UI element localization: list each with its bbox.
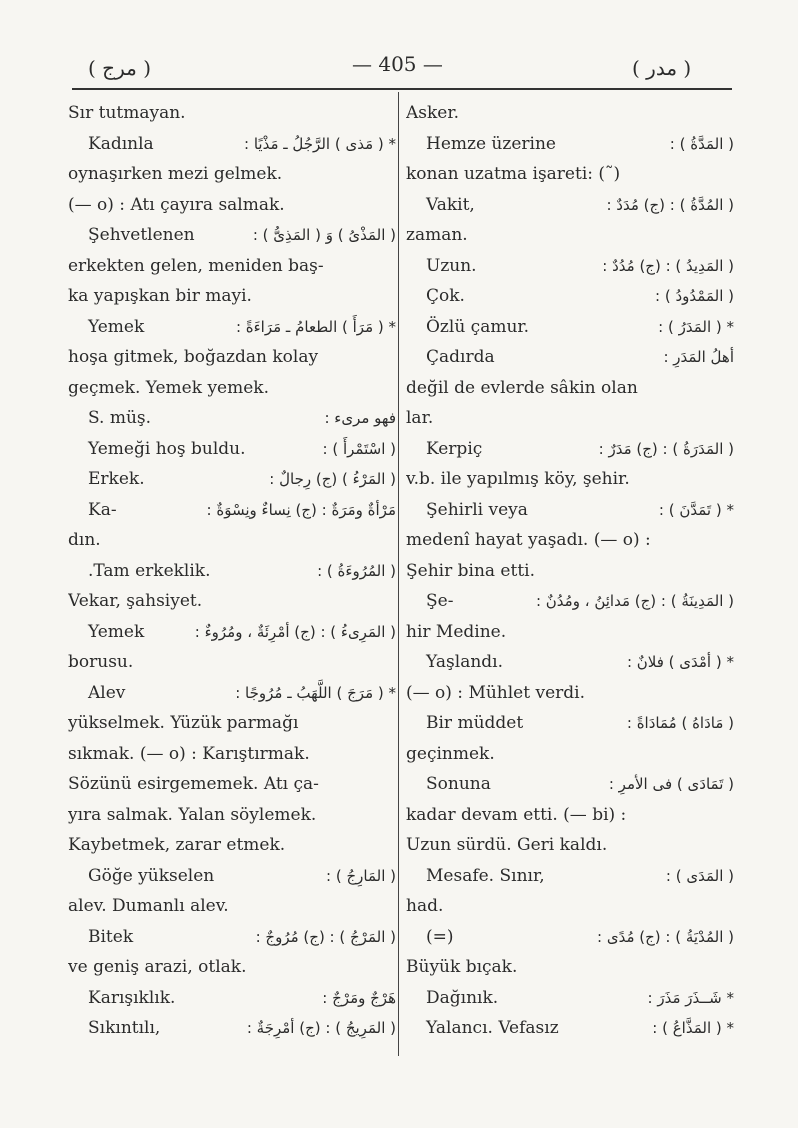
turkish-text: ka yapışkan bir mayi. — [68, 286, 252, 306]
page-header — [0, 44, 798, 84]
turkish-text: had. — [406, 896, 444, 916]
turkish-text: Hemze üzerine — [426, 133, 556, 154]
header-rule — [72, 88, 732, 90]
turkish-text: Vakit, — [426, 194, 475, 215]
turkish-text: oynaşırken mezi gelmek. — [68, 164, 283, 184]
dictionary-line — [406, 342, 734, 373]
dictionary-line — [68, 495, 396, 526]
arabic-headword: أهلُ المَدَرِ : — [663, 348, 734, 366]
arabic-headword: ( المَدَّةُ ) : — [669, 134, 734, 153]
dictionary-line — [68, 251, 396, 282]
dictionary-line — [406, 190, 734, 221]
header-left-keyword: ( مرج ) — [88, 56, 152, 80]
turkish-text: Çadırda — [426, 347, 495, 367]
dictionary-line — [68, 708, 396, 739]
turkish-text: Yaşlandı. — [426, 652, 504, 672]
right-column — [406, 98, 734, 1044]
turkish-text: Özlü çamur. — [426, 316, 530, 337]
turkish-text: hir Medine. — [406, 621, 507, 642]
dictionary-line — [68, 190, 396, 221]
dictionary-line — [68, 434, 396, 465]
turkish-text: Çok. — [426, 286, 465, 306]
turkish-text: kadar devam etti. (— bi) : — [406, 804, 627, 825]
dictionary-line — [68, 281, 396, 312]
arabic-headword: * ( المَدَرُ ) : — [658, 317, 734, 336]
turkish-text: (=) — [426, 926, 454, 947]
dictionary-line — [68, 952, 396, 983]
dictionary-line — [68, 586, 396, 617]
dictionary-line — [68, 678, 396, 709]
dictionary-line — [406, 586, 734, 617]
dictionary-line — [68, 830, 396, 861]
turkish-text: Şe- — [426, 591, 454, 611]
dictionary-line — [68, 342, 396, 373]
turkish-text: erkekten gelen, meniden baş- — [68, 255, 324, 276]
dictionary-line — [406, 952, 734, 983]
page-number: — 405 — — [352, 52, 443, 76]
turkish-text: lar. — [406, 408, 434, 428]
turkish-text: değil de evlerde sâkin olan — [406, 377, 638, 398]
turkish-text: geçinmek. — [406, 743, 495, 764]
dictionary-line — [68, 159, 396, 190]
turkish-text: ve geniş arazi, otlak. — [68, 957, 247, 977]
turkish-text: sıkmak. (— o) : Karıştırmak. — [68, 743, 310, 764]
turkish-text: hoşa gitmek, boğazdan kolay — [68, 347, 319, 367]
dictionary-line — [406, 800, 734, 831]
turkish-text: Büyük bıçak. — [406, 957, 518, 977]
dictionary-line — [406, 129, 734, 160]
turkish-text: Bitek — [88, 926, 134, 947]
dictionary-line — [406, 861, 734, 892]
turkish-text: Asker. — [406, 103, 460, 123]
dictionary-line — [406, 678, 734, 709]
arabic-headword: ( المُرُوءَةُ ) : — [317, 561, 396, 580]
arabic-headword: * ( تَمَدَّنَ ) : — [658, 500, 734, 519]
arabic-headword: ( المَرْءُ ) (ج) رِجالٌ : — [269, 470, 396, 488]
arabic-headword: ( اسْتَمْرأَ ) : — [322, 439, 396, 458]
arabic-headword: ( تَمَادَى ) فى الأمرِ : — [608, 775, 734, 793]
dictionary-line — [406, 98, 734, 129]
dictionary-line — [68, 983, 396, 1014]
dictionary-line — [406, 739, 734, 770]
turkish-text: Uzun. — [426, 255, 477, 276]
dictionary-line — [406, 525, 734, 556]
dictionary-line — [68, 861, 396, 892]
arabic-headword: مَرْأةٌ ومَرَةٌ : (ج) نِساءٌ ونِسْوَةٌ : — [206, 500, 396, 519]
arabic-headword: * ( أمْدَى ) فلانٌ : — [626, 653, 734, 671]
turkish-text: Kadınla — [88, 133, 154, 154]
turkish-text: v.b. ile yapılmış köy, şehir. — [406, 469, 630, 489]
left-column — [68, 98, 396, 1044]
arabic-headword: ( المُدْيَةُ ) : (ج) مُدًى : — [597, 927, 734, 946]
dictionary-line — [406, 403, 734, 434]
turkish-text: Dağınık. — [426, 987, 499, 1008]
dictionary-line — [68, 525, 396, 556]
dictionary-line — [406, 617, 734, 648]
turkish-text: Karışıklık. — [88, 987, 176, 1008]
dictionary-line — [406, 891, 734, 922]
arabic-headword: ( المَذْىُ ) وَ ( المَذِىُّ ) : — [252, 226, 396, 244]
dictionary-line — [406, 434, 734, 465]
dictionary-line — [68, 739, 396, 770]
arabic-headword: ( المَرِىءُ ) : (ج) أمْرِئَةٌ ، ومُرُوءٌ : — [194, 622, 396, 641]
turkish-text: S. müş. — [88, 408, 152, 428]
dictionary-line — [406, 312, 734, 343]
turkish-text: Yalancı. Vefasız — [426, 1018, 559, 1038]
turkish-text: Alev — [88, 682, 126, 703]
turkish-text: Göğe yükselen — [88, 865, 215, 886]
dictionary-line — [406, 830, 734, 861]
turkish-text: .Tam erkeklik. — [88, 560, 211, 581]
dictionary-line — [406, 281, 734, 312]
dictionary-line — [68, 556, 396, 587]
turkish-text: Sır tutmayan. — [68, 103, 186, 123]
arabic-headword: ( المَارِجُ ) : — [326, 866, 396, 885]
turkish-text: Sıkıntılı, — [88, 1018, 161, 1038]
dictionary-line — [406, 647, 734, 678]
turkish-text: Vekar, şahsiyet. — [68, 591, 203, 611]
turkish-text: (— o) : Mühlet verdi. — [406, 682, 585, 703]
dictionary-line — [68, 891, 396, 922]
dictionary-line — [406, 1013, 734, 1044]
dictionary-line — [406, 220, 734, 251]
arabic-headword: * ( مَذى ) الرَّجُلُ ـ مَذْيًا : — [244, 134, 396, 153]
arabic-headword: ( المُدَّةُ ) : (ج) مُدَدٌ : — [606, 195, 734, 214]
dictionary-line — [406, 495, 734, 526]
header-right-keyword: ( مدر ) — [632, 56, 692, 80]
arabic-headword: ( المَدَى ) : — [665, 866, 734, 885]
arabic-headword: * شَــذَرَ مَذَرَ : — [647, 988, 734, 1007]
dictionary-line — [68, 769, 396, 800]
turkish-text: Yemek — [88, 316, 145, 337]
arabic-headword: ( المَدِينَةُ ) : (ج) مَدائِنُ ، ومُدُنٌ : — [535, 592, 734, 610]
turkish-text: geçmek. Yemek yemek. — [68, 377, 269, 398]
dictionary-line — [68, 220, 396, 251]
turkish-text: Şehvetlenen — [88, 225, 195, 245]
dictionary-line — [68, 129, 396, 160]
dictionary-line — [406, 373, 734, 404]
dictionary-line — [68, 617, 396, 648]
arabic-headword: ( المَمْدُودُ ) : — [655, 287, 734, 305]
turkish-text: (— o) : Atı çayıra salmak. — [68, 194, 285, 215]
arabic-headword: ( المَرْجُ ) : (ج) مُرُوجٌ : — [255, 927, 396, 946]
turkish-text: Mesafe. Sınır, — [426, 865, 545, 886]
arabic-headword: * ( مَرَأَ ) الطعامُ ـ مَرَاءَةً : — [235, 317, 396, 336]
turkish-text: Ka- — [88, 499, 117, 520]
turkish-text: medenî hayat yaşadı. (— o) : — [406, 530, 651, 550]
arabic-headword: * ( المَذَّاعُ ) : — [652, 1019, 734, 1037]
dictionary-line — [68, 403, 396, 434]
arabic-headword: فهو مرىء : — [324, 409, 396, 427]
dictionary-line — [406, 464, 734, 495]
turkish-text: yıra salmak. Yalan söylemek. — [68, 804, 317, 825]
dictionary-line — [406, 983, 734, 1014]
dictionary-line — [406, 769, 734, 800]
dictionary-line — [68, 800, 396, 831]
dictionary-line — [68, 312, 396, 343]
dictionary-line — [68, 464, 396, 495]
column-divider — [398, 92, 399, 1056]
arabic-headword: ( المَدِيدُ ) : (ج) مُدُدٌ : — [602, 256, 734, 275]
turkish-text: alev. Dumanlı alev. — [68, 896, 229, 916]
arabic-headword: ( مَادَاهُ ) مُمَادَاةً : — [626, 714, 734, 732]
turkish-text: Uzun sürdü. Geri kaldı. — [406, 835, 608, 855]
turkish-text: Yemek — [88, 621, 145, 642]
turkish-text: dın. — [68, 530, 101, 550]
turkish-text: Erkek. — [88, 469, 145, 489]
dictionary-line — [68, 98, 396, 129]
turkish-text: Sözünü esirgememek. Atı ça- — [68, 774, 319, 794]
turkish-text: Yemeği hoş buldu. — [88, 438, 246, 459]
arabic-headword: ( المَدَرَةُ ) : (ج) مَدَرٌ : — [598, 439, 734, 458]
dictionary-line — [406, 251, 734, 282]
turkish-text: yükselmek. Yüzük parmağı — [68, 713, 299, 733]
arabic-headword: هَرْجٌ ومَرْجٌ : — [322, 988, 396, 1007]
dictionary-line — [68, 1013, 396, 1044]
turkish-text: Sonuna — [426, 774, 491, 794]
dictionary-line — [68, 647, 396, 678]
dictionary-line — [406, 556, 734, 587]
dictionary-line — [68, 922, 396, 953]
turkish-text: Kerpiç — [426, 438, 483, 459]
turkish-text: borusu. — [68, 652, 134, 672]
turkish-text: Şehir bina etti. — [406, 560, 535, 581]
dictionary-line — [406, 708, 734, 739]
turkish-text: konan uzatma işareti: (˜) — [406, 164, 621, 184]
dictionary-line — [68, 373, 396, 404]
turkish-text: Bir müddet — [426, 713, 524, 733]
turkish-text: zaman. — [406, 225, 468, 245]
dictionary-line — [406, 159, 734, 190]
turkish-text: Şehirli veya — [426, 499, 528, 520]
dictionary-line — [406, 922, 734, 953]
turkish-text: Kaybetmek, zarar etmek. — [68, 835, 286, 855]
arabic-headword: ( المَرِيجُ ) : (ج) أمْرِجَةٌ : — [246, 1019, 396, 1037]
arabic-headword: * ( مَرَجَ ) اللَّهَبُ ـ مُرُوجًا : — [235, 683, 396, 702]
